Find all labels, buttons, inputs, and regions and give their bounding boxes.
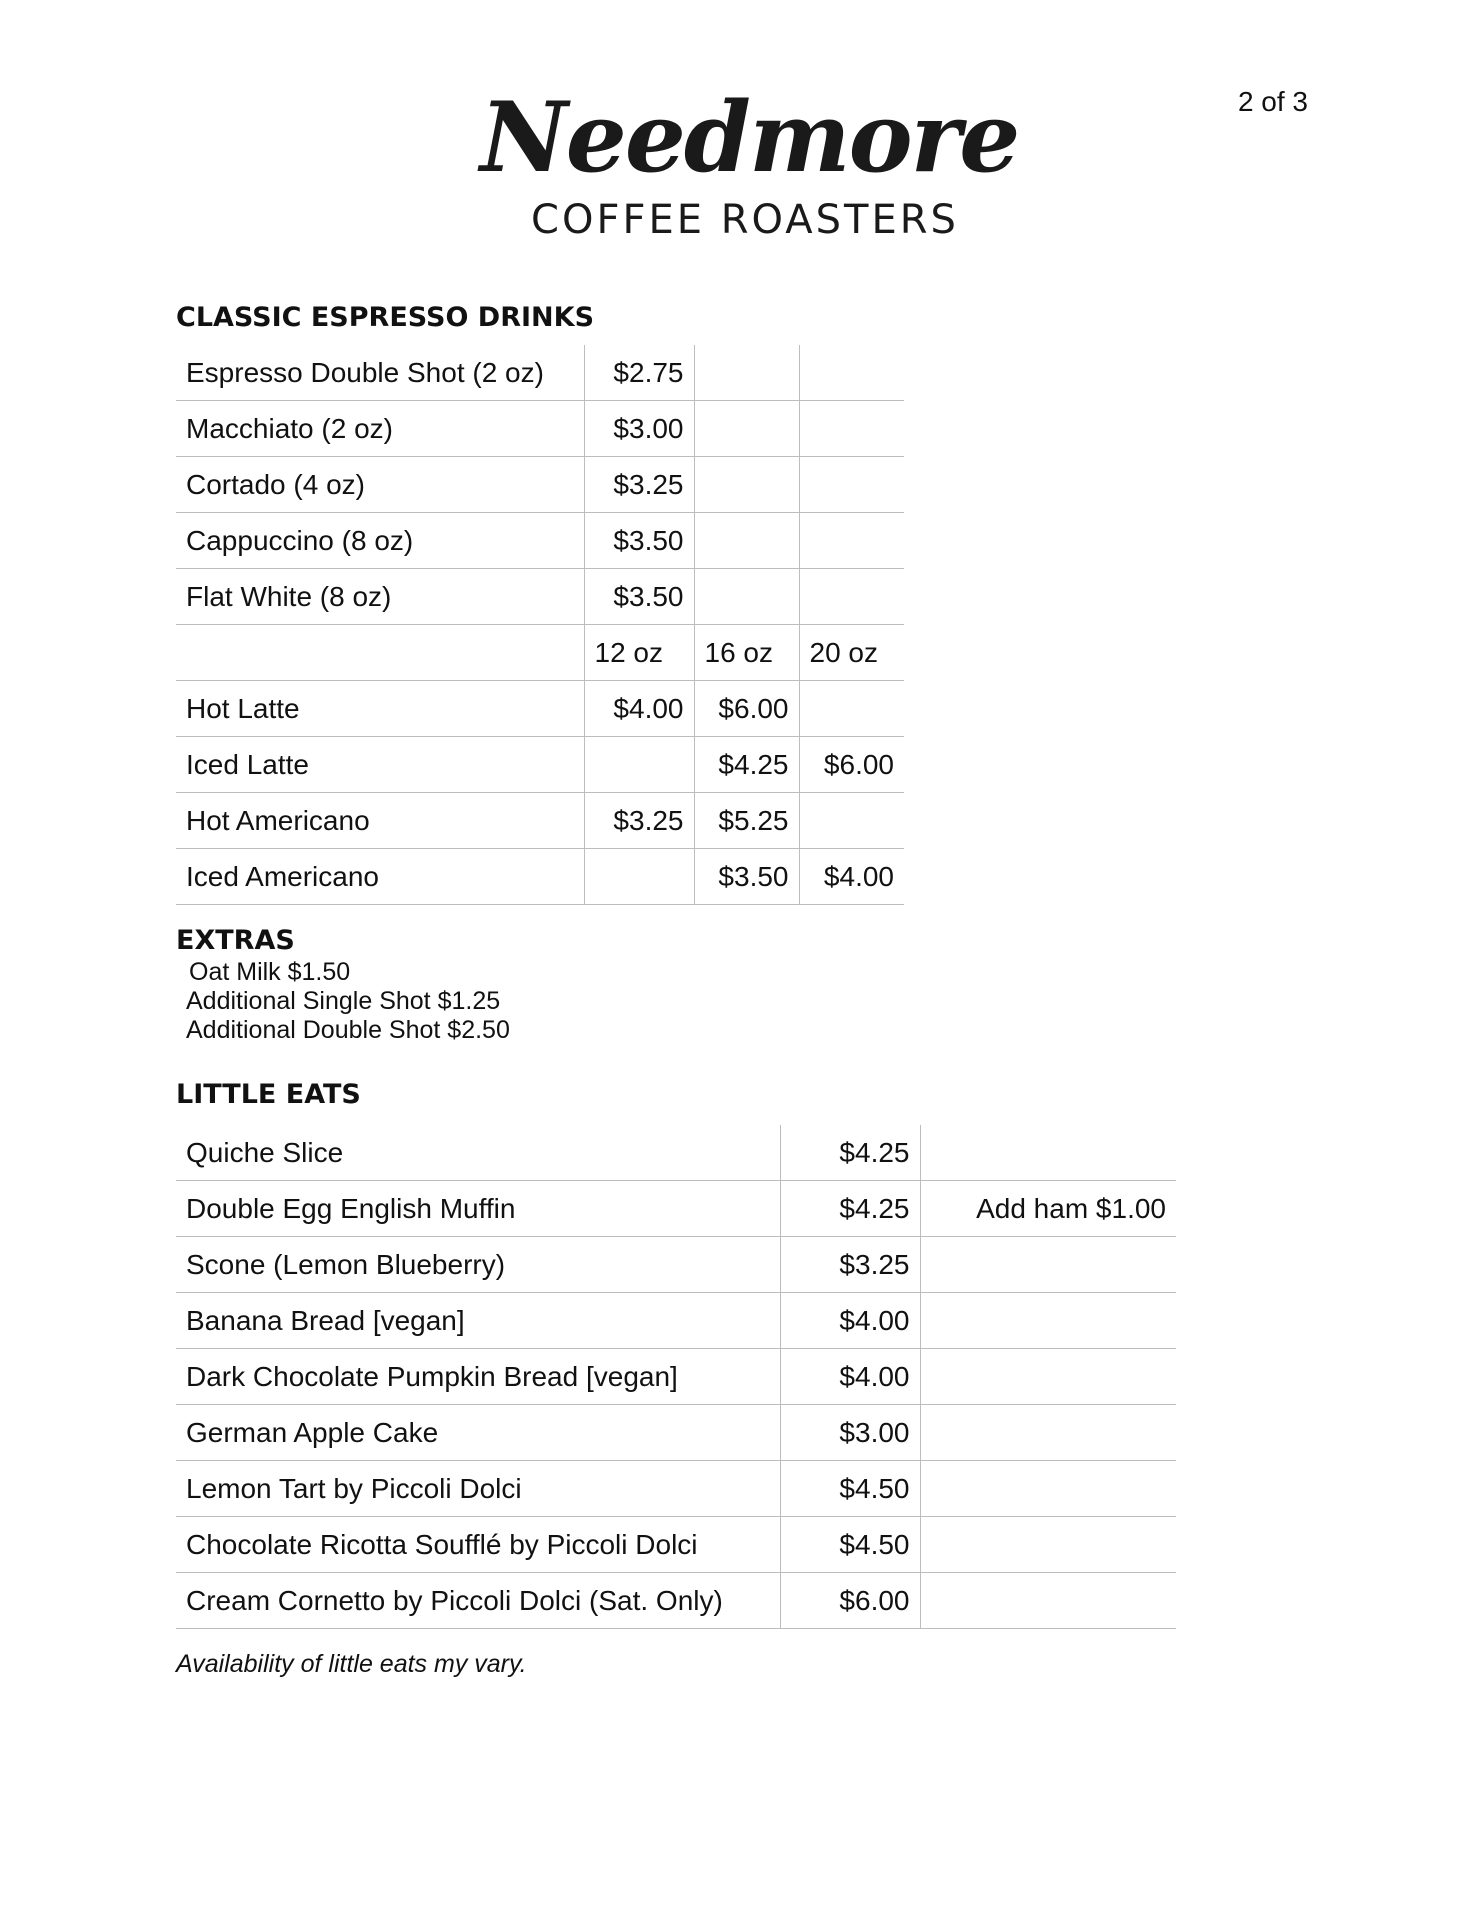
item-name: German Apple Cake: [176, 1405, 780, 1461]
table-row: [176, 1517, 1176, 1573]
size-header-row: [176, 625, 904, 681]
item-name: Iced Americano: [176, 849, 584, 905]
item-price: $3.50: [584, 569, 694, 625]
item-price: $2.75: [584, 345, 694, 401]
price-16oz: $4.25: [694, 737, 799, 793]
table-row: [176, 401, 904, 457]
item-name: Cream Cornetto by Piccoli Dolci (Sat. Only): [176, 1573, 780, 1629]
little-eats-table: [176, 1125, 1176, 1629]
extras-list: [186, 958, 510, 1045]
item-note: [920, 1573, 1176, 1629]
item-name: Espresso Double Shot (2 oz): [176, 345, 584, 401]
item-name: Macchiato (2 oz): [176, 401, 584, 457]
item-name: Dark Chocolate Pumpkin Bread [vegan]: [176, 1349, 780, 1405]
item-name: Iced Latte: [176, 737, 584, 793]
size-header: 20 oz: [799, 625, 904, 681]
extras-item: Additional Single Shot $1.25: [186, 987, 501, 1015]
table-row: [176, 1237, 1176, 1293]
price-20oz: $6.00: [799, 737, 904, 793]
price-20oz: [799, 681, 904, 737]
item-price: $4.50: [780, 1461, 920, 1517]
table-row: [176, 737, 904, 793]
item-note: [920, 1517, 1176, 1573]
item-name: Banana Bread [vegan]: [176, 1293, 780, 1349]
table-row: [176, 513, 904, 569]
little-eats-section-title: LITTLE EATS: [176, 1079, 361, 1110]
item-note: [920, 1125, 1176, 1181]
extras-item: Additional Double Shot $2.50: [186, 1016, 510, 1044]
item-name: Double Egg English Muffin: [176, 1181, 780, 1237]
item-note: [920, 1405, 1176, 1461]
price-12oz: $4.00: [584, 681, 694, 737]
item-price: $4.50: [780, 1517, 920, 1573]
logo-subtitle: COFFEE ROASTERS: [531, 197, 959, 243]
table-row: [176, 457, 904, 513]
table-row: [176, 793, 904, 849]
price-12oz: [584, 849, 694, 905]
item-name: Scone (Lemon Blueberry): [176, 1237, 780, 1293]
table-row: [176, 1181, 1176, 1237]
price-16oz: $3.50: [694, 849, 799, 905]
table-row: [176, 849, 904, 905]
item-name: Cappuccino (8 oz): [176, 513, 584, 569]
item-price: $3.00: [780, 1405, 920, 1461]
table-row: [176, 1461, 1176, 1517]
item-name: Flat White (8 oz): [176, 569, 584, 625]
item-price: $3.25: [780, 1237, 920, 1293]
table-row: [176, 1573, 1176, 1629]
price-20oz: $4.00: [799, 849, 904, 905]
needmore-logo: [480, 78, 1019, 248]
item-name: Chocolate Ricotta Soufflé by Piccoli Dolci: [176, 1517, 780, 1573]
table-row: [176, 1349, 1176, 1405]
item-note: [920, 1293, 1176, 1349]
page-number: 2 of 3: [1237, 86, 1308, 117]
extras-section-title: EXTRAS: [176, 925, 295, 956]
item-name: Quiche Slice: [176, 1125, 780, 1181]
item-note: Add ham $1.00: [920, 1181, 1176, 1237]
espresso-table: [176, 345, 904, 905]
item-note: [920, 1349, 1176, 1405]
item-name: Cortado (4 oz): [176, 457, 584, 513]
price-12oz: $3.25: [584, 793, 694, 849]
item-name: Hot Americano: [176, 793, 584, 849]
table-row: [176, 569, 904, 625]
table-row: [176, 1405, 1176, 1461]
table-row: [176, 681, 904, 737]
extras-item: Oat Milk $1.50: [189, 958, 351, 986]
item-price: $3.25: [584, 457, 694, 513]
table-row: [176, 1293, 1176, 1349]
size-header: 12 oz: [584, 625, 694, 681]
item-price: $4.00: [780, 1349, 920, 1405]
size-header: 16 oz: [694, 625, 799, 681]
price-12oz: [584, 737, 694, 793]
item-price: $4.00: [780, 1293, 920, 1349]
item-price: $6.00: [780, 1573, 920, 1629]
price-16oz: $5.25: [694, 793, 799, 849]
availability-footnote: Availability of little eats my vary.: [176, 1650, 527, 1678]
espresso-section-title: CLASSIC ESPRESSO DRINKS: [176, 302, 595, 333]
item-note: [920, 1237, 1176, 1293]
table-row: [176, 1125, 1176, 1181]
table-row: [176, 345, 904, 401]
item-price: $4.25: [780, 1125, 920, 1181]
logo-wordmark: Needmore: [480, 81, 1019, 194]
item-price: $3.00: [584, 401, 694, 457]
item-name: Hot Latte: [176, 681, 584, 737]
item-price: $4.25: [780, 1181, 920, 1237]
price-20oz: [799, 793, 904, 849]
price-16oz: $6.00: [694, 681, 799, 737]
item-note: [920, 1461, 1176, 1517]
item-name: Lemon Tart by Piccoli Dolci: [176, 1461, 780, 1517]
item-price: $3.50: [584, 513, 694, 569]
